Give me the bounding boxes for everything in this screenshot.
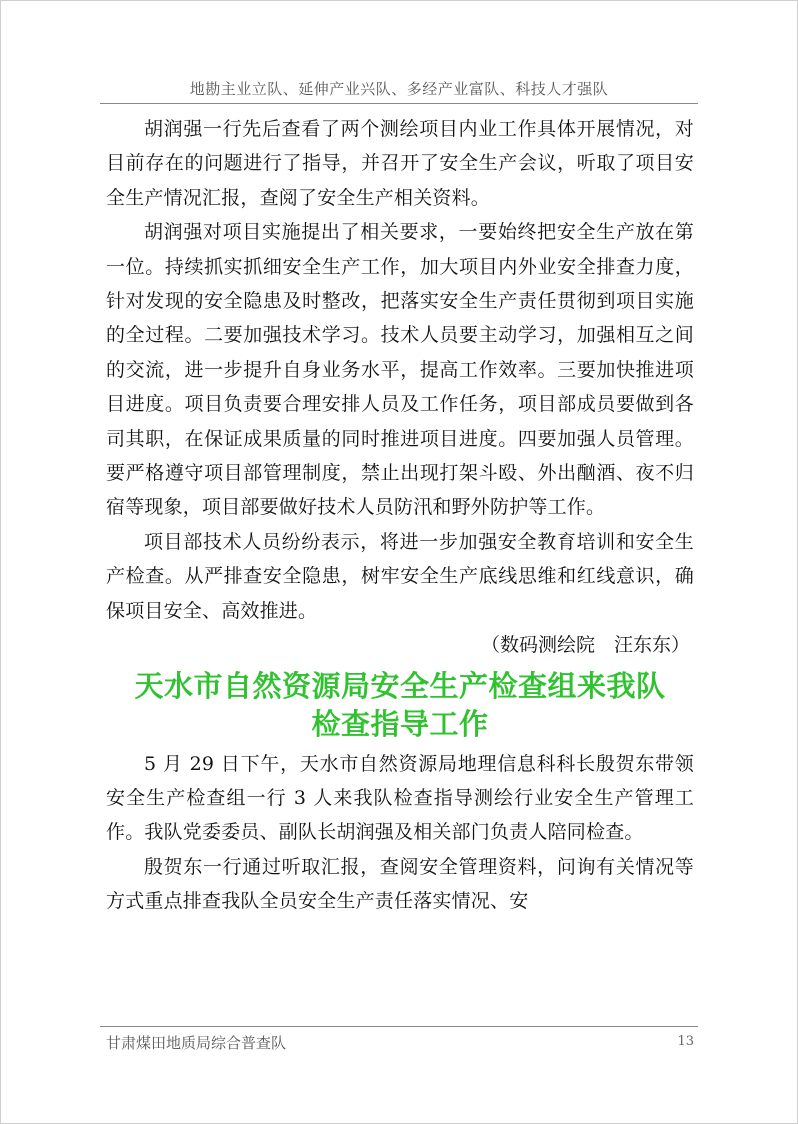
- page-body: [106, 112, 694, 919]
- article1-paragraph-1: 胡润强一行先后查看了两个测绘项目内业工作具体开展情况，对目前存在的问题进行了指导，并召开了安全生产会议，听取了项目安全生产情况汇报，查阅了安全生产相关资料。: [106, 118, 694, 209]
- article1-signature: （数码测绘院 汪东东）: [480, 634, 690, 657]
- article1-paragraph-3: 项目部技术人员纷纷表示，将进一步加强安全教育培训和安全生产检查。从严排查安全隐患，树牢安全生产底线思维和红线意识，确保项目安全、高效推进。: [106, 530, 694, 622]
- article1-paragraph-2: 胡润强对项目实施提出了相关要求，一要始终把安全生产放在第一位。持续抓实抓细安全生产工作，加大项目内外业安全排查力度，针对发现的安全隐患及时整改，把落实安全生产责任贯彻到项目实施的全过程。二要加强技术学习。技术人员要主动学习，加强相互之间的交流，进一步提升自身业务水平，提高工作效率。三要加快推进项目进度。项目负责要合理安排人员及工作任务，项目部成员要做到各司其职，在保证成果质量的同时推进项目进度。四要加强人员管理。要严格遵守项目部管理制度，禁止出现打架斗殴、外出酗酒、夜不归宿等现象，项目部要做好技术人员防汛和野外防护等工作。: [106, 221, 694, 519]
- article2-headline-line-2: 检查指导工作: [311, 706, 489, 741]
- article2-headline: [106, 667, 694, 743]
- header-divider: [100, 103, 698, 104]
- article2-headline-line-1: 天水市自然资源局安全生产检查组来我队: [134, 668, 666, 703]
- article2-paragraph-1: 5 月 29 日下午，天水市自然资源局地理信息科科长殷贺东带领安全生产检查组一行 3 人来我队检查指导测绘行业安全生产管理工作。我队党委委员、副队长胡润强及相关部门负责人陪同检查。: [106, 752, 694, 844]
- footer-divider: [100, 1026, 698, 1027]
- page-number: 13: [677, 1034, 694, 1049]
- footer-org-name: 甘肃煤田地质局综合普查队: [106, 1034, 287, 1052]
- page-header-slogan: 地勘主业立队、延伸产业兴队、多经产业富队、科技人才强队: [189, 80, 609, 98]
- article2-paragraph-2: 殷贺东一行通过听取汇报，查阅安全管理资料，问询有关情况等方式重点排查我队全员安全生产责任落实情况、安: [106, 855, 694, 913]
